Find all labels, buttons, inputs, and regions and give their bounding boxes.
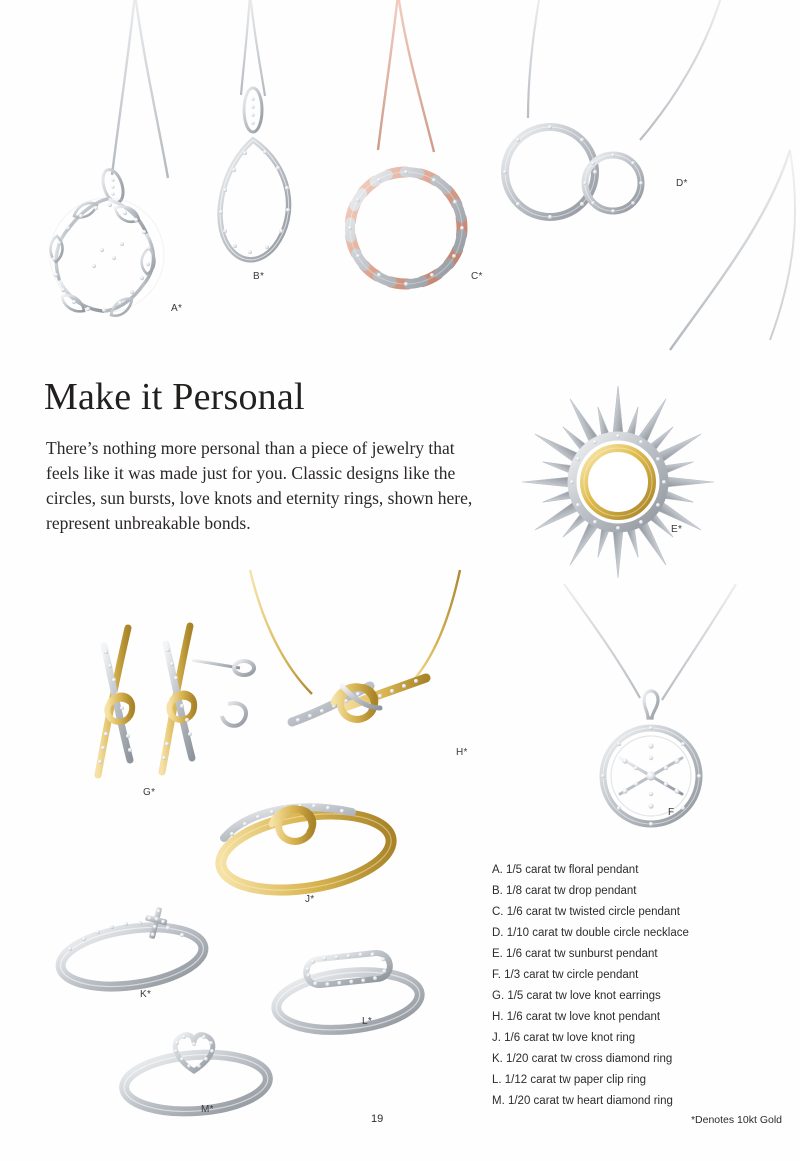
product-letter-k: K* [140, 989, 152, 1000]
footnote: *Denotes 10kt Gold [690, 1114, 782, 1126]
caption-item: A. 1/5 carat tw floral pendant [492, 864, 639, 876]
caption-item: H. 1/6 carat tw love knot pendant [492, 1011, 661, 1023]
intro-paragraph: There’s nothing more personal than a piece of jewelry that feels like it was made just for you. Classic designs like the circles, sun bursts, love knots and eternity rings, shown here, represent unbreakable bonds. [46, 438, 473, 533]
caption-item: E. 1/6 carat tw sunburst pendant [492, 948, 658, 960]
product-letter-b: B* [253, 271, 265, 282]
product-e-sunburst-pendant [500, 370, 740, 590]
caption-item: J. 1/6 carat tw love knot ring [492, 1032, 636, 1044]
page-title: Make it Personal [44, 376, 305, 418]
caption-item: K. 1/20 carat tw cross diamond ring [492, 1053, 673, 1065]
product-h-love-knot-pendant [230, 560, 530, 770]
caption-list [492, 860, 782, 1112]
product-letter-j: J* [305, 894, 315, 905]
product-letter-a: A* [171, 303, 183, 314]
caption-item: M. 1/20 carat tw heart diamond ring [492, 1095, 673, 1107]
product-letter-l: L* [362, 1016, 373, 1027]
product-letter-f: F [668, 807, 675, 818]
caption-item: L. 1/12 carat tw paper clip ring [492, 1074, 647, 1086]
product-letter-g: G* [143, 787, 156, 798]
caption-item: D. 1/10 carat tw double circle necklace [492, 927, 689, 939]
product-letter-e: E* [671, 524, 683, 535]
product-m-heart-diamond-ring [110, 1025, 310, 1135]
product-j-love-knot-ring [200, 790, 430, 900]
product-f-circle-pendant [540, 580, 770, 840]
product-letter-d: D* [676, 178, 688, 189]
product-letter-c: C* [471, 271, 483, 282]
product-letter-m: M* [201, 1104, 214, 1115]
caption-item: C. 1/6 carat tw twisted circle pendant [492, 906, 680, 918]
page-number: 19 [371, 1113, 384, 1125]
caption-item: F. 1/3 carat tw circle pendant [492, 969, 639, 981]
caption-item: B. 1/8 carat tw drop pendant [492, 885, 637, 897]
caption-item: G. 1/5 carat tw love knot earrings [492, 990, 661, 1002]
product-letter-h: H* [456, 747, 468, 758]
